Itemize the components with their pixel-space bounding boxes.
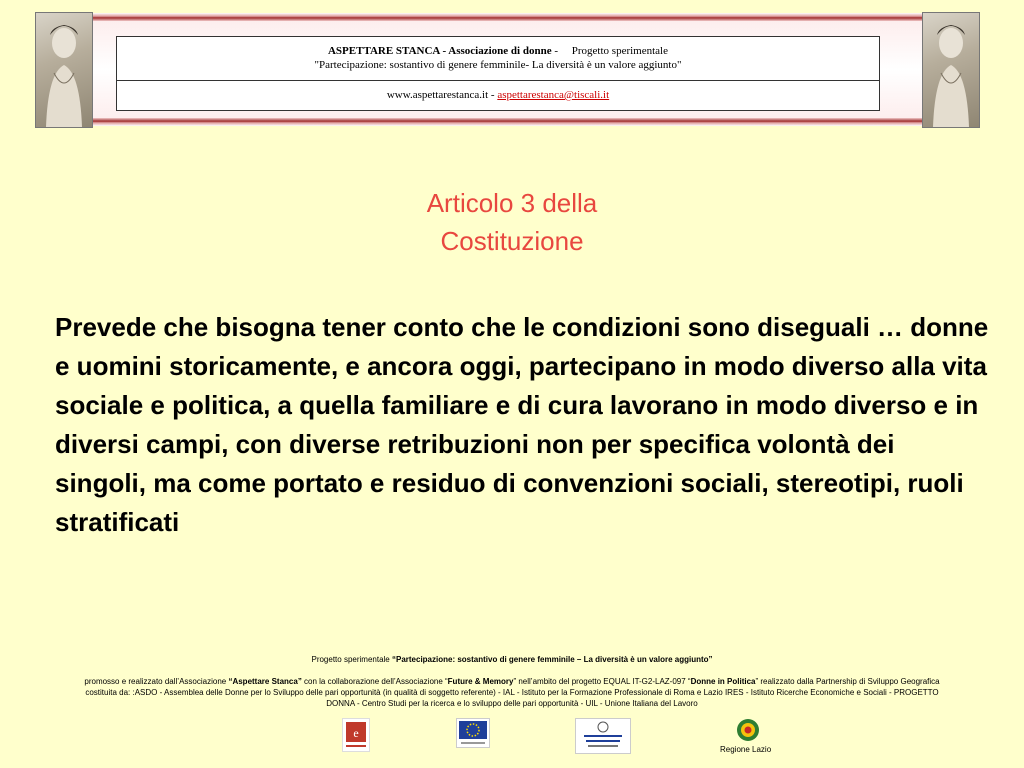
svg-text:e: e — [353, 726, 359, 740]
footer-credits-p4: ” realizzato dalla Partnership di Sviluppo Geografica costituita da: :ASDO - Assemblea delle Donne per lo Sviluppo delle pari opportunità (in qualità di soggetto referente) - IAL - Istituto per la Formazione Professionale di Roma e Lazio IRES - Istituto Ricerche Economiche e Sociali - PROGETTO DONNA - Centro Studi per la ricerca e lo sviluppo delle pari opportunità - UIL - Unione Italiana del Lavoro — [85, 677, 940, 708]
header-subtitle: "Partecipazione: sostantivo di genere femminile- La diversità è un valore aggiunto" — [314, 59, 682, 71]
eu-flag-logo — [456, 718, 490, 748]
ministero-logo — [575, 718, 631, 754]
footer-project-title: “Partecipazione: sostantivo di genere femminile – La diversità è un valore aggiunto” — [391, 655, 713, 664]
header-separator: - — [551, 45, 561, 57]
header-box — [116, 36, 880, 111]
regione-lazio-label: Regione Lazio — [720, 745, 772, 754]
header-links — [117, 81, 879, 102]
footer-assoc: “Aspettare Stanca” — [228, 677, 302, 686]
footer-project-line — [150, 655, 874, 664]
title-line-1: Articolo 3 della — [426, 188, 598, 218]
page-title — [312, 184, 712, 260]
portrait-image-right — [922, 12, 980, 128]
regione-lazio-logo — [736, 718, 760, 742]
footer-credits-p2: con la collaborazione dell’Associazione “ — [301, 677, 448, 686]
title-line-2: Costituzione — [440, 226, 584, 256]
footer-credits-p1: promosso e realizzato dall’Associazione — [84, 677, 229, 686]
portrait-image-left — [35, 12, 93, 128]
project-label: Progetto sperimentale — [571, 45, 668, 57]
equal-logo — [342, 718, 370, 752]
header-stripe-bottom — [91, 118, 922, 126]
footer-credits-p3: ” nell’ambito del progetto EQUAL IT-G2-LAZ-097 “ — [513, 677, 691, 686]
header-stripe-top — [91, 13, 922, 21]
body-text: Prevede che bisogna tener conto che le condizioni sono diseguali … donne e uomini storicamente, e ancora oggi, partecipano in modo diverso alla vita sociale e politica, a quella familiare e di cura lavorano in modo diverso e in diversi campi, con diverse retribuzioni non per specifica volontà dei singoli, ma come portato e residuo di convenzioni sociali, stereotipi, ruoli stratificati — [55, 312, 989, 537]
org-name: ASPETTARE STANCA - Associazione di donne — [327, 45, 552, 57]
link-separator: - — [488, 89, 498, 101]
footer-credits — [70, 676, 954, 709]
footer-donne: Donne in Politica — [690, 677, 756, 686]
email-link[interactable]: aspettarestanca@tiscali.it — [497, 89, 610, 101]
website-link[interactable]: www.aspettarestanca.it — [386, 89, 489, 101]
header-title-area — [117, 37, 879, 81]
footer-project-prefix: Progetto sperimentale — [311, 655, 392, 664]
footer-future: Future & Memory — [447, 677, 514, 686]
